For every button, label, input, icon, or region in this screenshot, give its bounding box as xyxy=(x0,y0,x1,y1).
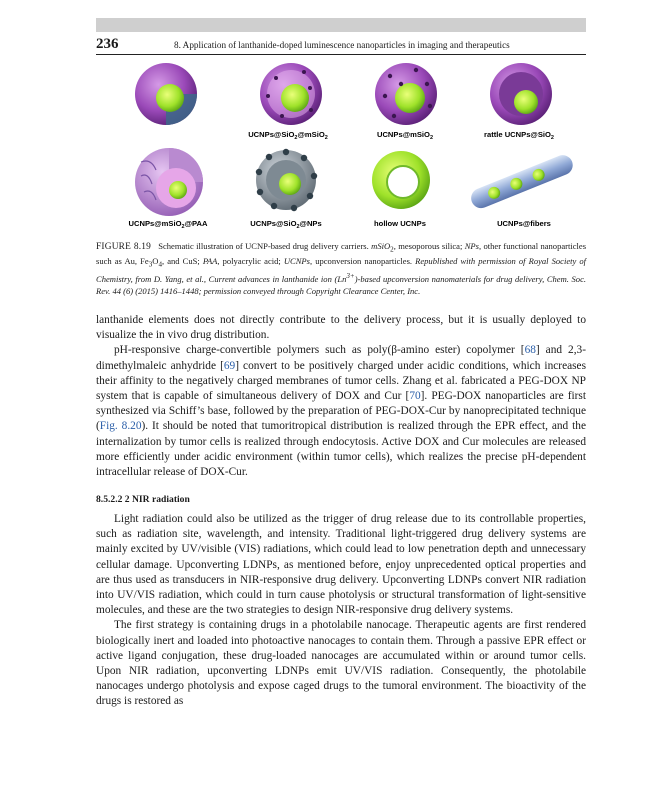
ref-69[interactable]: 69 xyxy=(223,359,236,372)
page-header xyxy=(96,36,586,55)
ucnp-fiber-particle xyxy=(468,152,576,211)
section-subheading: 8.5.2.2 2 NIR radiation xyxy=(96,494,190,505)
ref-70[interactable]: 70 xyxy=(409,390,421,403)
paragraph-1: lanthanide elements does not directly contribute to the delivery process, but it is usually deployed to visualize the in vivo drug distribution. xyxy=(96,314,586,342)
label-ucnps-fibers: UCNPs@fibers xyxy=(497,219,551,228)
ucnp-msio2-particle xyxy=(375,63,437,125)
paragraph-3: Light radiation could also be utilized as the trigger of drug release due to its controllable properties, such as radiation site, wavelength, and intensity. Traditional light-triggered drug delivery systems are mainly excited by UV/visible (VIS) radiations, which could lead to low penetration depth and unnecessary cellular damage. Upconverting LDNPs, as mentioned before, enjoy unprecedented optical properties and are thus used as transducers in NIR-responsive drug delivery. Upconverting LDNPs convert NIR radiation into UV/VIS radiation, which could in turn cause photolysis or structural transformation of light-sensitive molecules, and these are the two strategies to design NIR-responsive drug delivery systems. xyxy=(96,513,586,617)
page-number: 236 xyxy=(96,36,119,52)
paragraph-4: The first strategy is containing drugs in a photolabile nanocage. Therapeutic agents are first rendered biologically inert and loaded into photoactive nanocages to contain them. Through a passive EPR effect or active ligand conjugation, these drug-loaded nanocages are accumulated within or around tumor cells. Upon NIR radiation, upconverting LDNPs emit UV/VIS radiation. Consequently, the photolabile nanocages undergo photolysis and expose caged drugs to the tumoral environment. The bioactivity of the drugs is restored as xyxy=(96,619,586,708)
label-hollow-ucnps: hollow UCNPs xyxy=(374,219,426,228)
label-rattle-ucnps: rattle UCNPs@SiO$_2$ xyxy=(484,130,554,141)
fig-8-20-link[interactable]: Fig. 8.20 xyxy=(99,420,142,433)
figure-8-19 xyxy=(96,58,586,230)
running-head: 8. Application of lanthanide-doped luminescence nanoparticles in imaging and therapeutics xyxy=(174,40,510,50)
ref-68[interactable]: 68 xyxy=(524,344,536,357)
rattle-ucnp-particle xyxy=(490,63,552,125)
republished-note: Republished with permission of Royal Society of Chemistry, from D. Yang, et al., Current advances in lanthanide ion $(Ln^{3+})$-based upconversion nanomaterials for drug delivery, Chem. Soc. Rev. 44 (6) (2015) 1416–1448; permission conveyed through Copyright Clearance Center, Inc. xyxy=(96,256,587,297)
figure-illustration xyxy=(96,58,586,230)
ucnp-sio2-msio2-particle xyxy=(260,63,322,125)
figure-number: FIGURE 8.19 xyxy=(96,242,152,252)
top-gray-bar xyxy=(96,18,586,32)
ucnp-sio2-particle xyxy=(135,63,197,125)
label-ucnps-sio2-nps: UCNPs@SiO$_2$@NPs xyxy=(250,219,322,230)
body-section-2 xyxy=(96,512,586,710)
paragraph-2: pH-responsive charge-convertible polymers such as poly(β-amino ester) copolymer [68] and 2,3-dimethylmaleic anhydride [69] convert to be positively charged under acidic conditions, which increases their affinity to the negatively charged membranes of tumor cells. Zhang et al. fabricated a PEG-DOX NP system that is capable of simultaneous delivery of DOX and Cur [70]. PEG-DOX nanoparticles are first synthesized via Schiff’s base, followed by the preparation of PEG-DOX-Cur by nanoprecipitated technique (Fig. 8.20). It should be noted that tumoritropical distribution is realized through the EPR effect, and the internalization by tumor cells is realized through endocytosis. Active DOX and Cur molecules are released more efficiently under acidic environment (within tumor cells), which realizes the precise pH-dependent intracellular release of DOX-Cur. xyxy=(96,344,587,479)
ucnp-msio2-paa-particle xyxy=(135,148,203,216)
body-section-1 xyxy=(96,313,586,480)
ucnp-sio2-nps-particle xyxy=(256,149,317,211)
figure-caption: FIGURE 8.19 Schematic illustration of UCNP-based drug delivery carriers. mSiO$_2$, mesoporous silica; NPs, other functional nanoparticles such as Au, $Fe_3O_4$, and CuS; PAA, polyacrylic acid; UCNPs, upconversion nanoparticles. Republished with permission of Royal Society of Chemistry, from D. Yang, et al., Current advances in lanthanide ion $(Ln^{3+})$-based upconversion nanomaterials for drug delivery, Chem. Soc. Rev. 44 (6) (2015) 1416–1448; permission conveyed through Copyright Clearance Center, Inc. xyxy=(96,241,587,297)
label-ucnps-msio2: UCNPs@mSiO$_2$ xyxy=(376,130,434,141)
label-ucnps-sio2-msio2: UCNPs@SiO$_2$@mSiO$_2$ xyxy=(248,130,328,141)
hollow-ucnp-particle xyxy=(372,151,430,209)
label-ucnps-msio2-paa: UCNPs@mSiO$_2$@PAA xyxy=(128,219,208,230)
